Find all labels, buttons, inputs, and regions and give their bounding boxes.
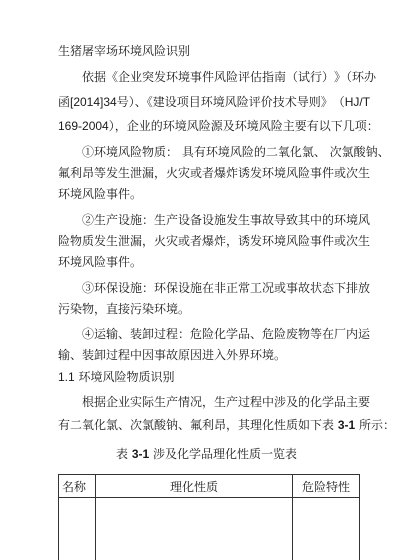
intro-line-2-std: （HJ/T [332, 95, 371, 109]
intro-line-3-text: ），企业的环境风险源及环境风险主要有以下几项： [108, 119, 379, 133]
table-caption-number: 3-1 [131, 447, 150, 461]
item-4-line-1: ④运输、装卸过程：危险化学品、危险废物等在厂内运 [82, 327, 371, 341]
item-2-line-3: 环境风险事件。 [58, 255, 143, 269]
table-cell [96, 498, 293, 560]
item-1-line-3: 环境风险事件。 [58, 187, 143, 201]
item-3-line-2: 污染物，直接污染环境。 [58, 302, 191, 316]
section-title: 环境风险物质识别 [78, 370, 175, 384]
para-line-2-table-ref: 3-1 [337, 418, 356, 432]
section-heading [58, 370, 175, 384]
intro-line-1-right: 》（环办 [334, 70, 377, 84]
item-2-line-1: ②生产设施：生产设备设施发生事故导致其中的环境风 [82, 213, 371, 227]
para-line-2 [58, 418, 395, 432]
table-caption-prefix: 表 [115, 447, 128, 461]
intro-line-1 [82, 70, 377, 84]
column-header-name: 名称 [59, 475, 96, 498]
column-header-hazard: 危险特性 [293, 475, 360, 498]
properties-table [58, 474, 360, 560]
para-line-2-end: 所示： [359, 418, 396, 432]
item-1-line-1: ①环境风险物质： 具有环境风险的二氧化氯、 次氯酸钠、 [82, 145, 390, 159]
page-title: 生猪屠宰场环境风险识别 [58, 44, 191, 58]
table-caption [0, 447, 413, 461]
intro-line-3-std: 169-2004 [58, 119, 109, 133]
item-1-line-2: 氟利昂等发生泄漏，火灾或者爆炸诱发环境风险事件或次生 [58, 166, 371, 180]
item-2-line-2: 险物质发生泄漏，火灾或者爆炸，诱发环境风险事件或次生 [58, 234, 371, 248]
item-4-line-2: 输、装卸过程中因事故原因进入外界环境。 [58, 348, 287, 362]
para-line-1: 根据企业实际生产情况，生产过程中涉及的化学品主要 [82, 395, 371, 409]
column-header-properties: 理化性质 [96, 475, 293, 498]
item-3-line-1: ③环保设施：环保设施在非正常工况或事故状态下排放 [82, 281, 371, 295]
intro-line-2-ref: 函[2014]34 [58, 95, 117, 109]
intro-line-3 [58, 119, 379, 133]
para-line-2-text: 有二氧化氯、次氯酸钠、氟利昂，其理化性质如下表 [58, 418, 335, 432]
section-number: 1.1 [58, 370, 75, 384]
intro-line-2-text: 号）、《建设项目环境风险评价技术导则》 [116, 95, 333, 109]
table-cell [59, 498, 96, 560]
table-cell [293, 498, 360, 560]
intro-line-2 [58, 95, 371, 109]
table-header-row [59, 475, 360, 498]
table-caption-title: 涉及化学品理化性质一览表 [153, 447, 298, 461]
intro-line-1-left: 依据《企业突发环境事件风险评估指南（试行） [82, 70, 335, 84]
table-row [59, 498, 360, 560]
